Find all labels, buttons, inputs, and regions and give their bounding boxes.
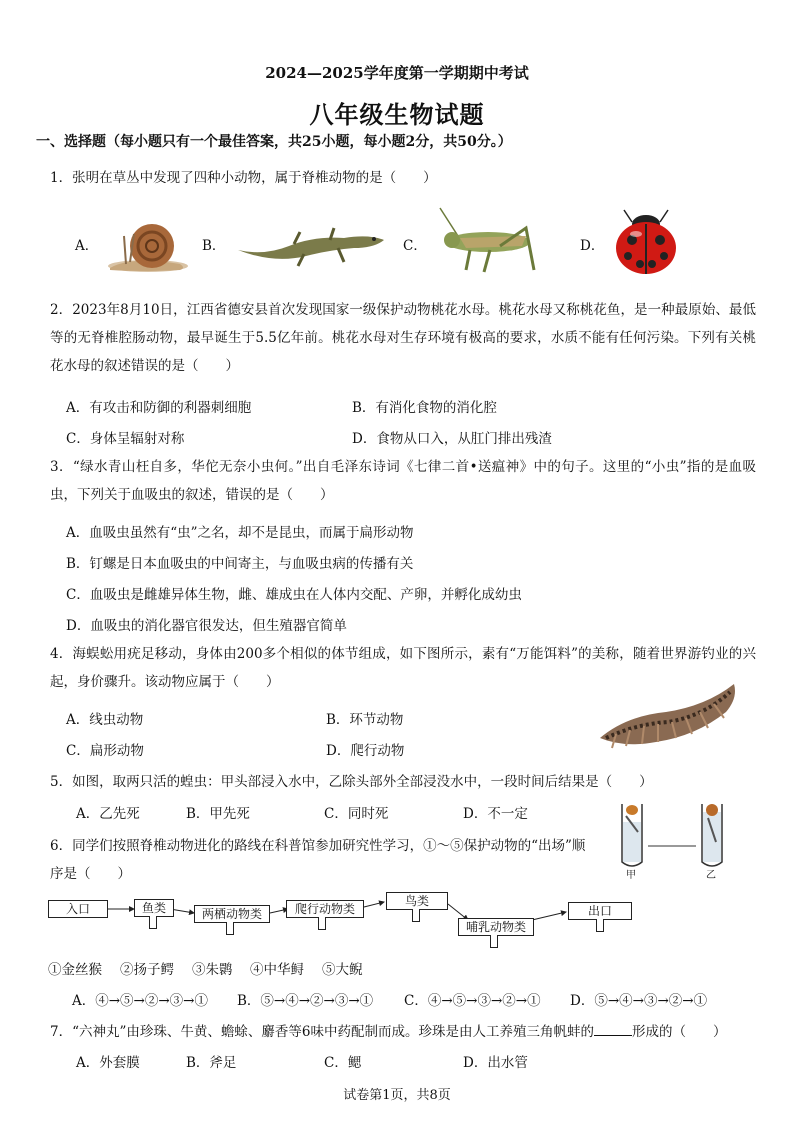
q3-option-d: D．血吸虫的消化器官很发达，但生殖器官简单 — [66, 618, 347, 634]
q1-option-c-label: C． — [403, 238, 427, 254]
q7-answer-blank — [594, 1023, 632, 1036]
q6-option-c: C．④→⑤→③→②→① — [404, 993, 541, 1009]
q4-option-b: B．环节动物 — [326, 712, 404, 728]
q5-option-c: C．同时死 — [324, 806, 389, 822]
exam-header: 2024—2025学年度第一学期期中考试 — [265, 64, 529, 82]
q3-option-a: A．血吸虫虽然有“虫”之名，却不是昆虫，而属于扁形动物 — [66, 525, 414, 541]
flow-exit: 出口 — [568, 902, 632, 920]
q2-option-a: A．有攻击和防御的利器刺细胞 — [66, 400, 252, 416]
q4-option-a: A．线虫动物 — [66, 712, 144, 728]
q4-option-d: D．爬行动物 — [326, 743, 405, 759]
q1-option-d-label: D． — [580, 238, 605, 254]
locust-test-tubes-figure — [614, 798, 732, 874]
q7-option-c: C．鳃 — [324, 1055, 362, 1071]
q3-option-b: B．钉螺是日本血吸虫的中间寄主，与血吸虫病的传播有关 — [66, 556, 414, 572]
question-7-stem — [50, 1020, 726, 1040]
q1-option-a-label: A． — [75, 238, 99, 254]
q4-option-c: C．扁形动物 — [66, 743, 144, 759]
flow-fish-post — [149, 916, 157, 929]
question-1-stem: 1．张明在草丛中发现了四种小动物，属于脊椎动物的是（ ） — [50, 170, 437, 186]
q6-animal-5: ⑤大鲵 — [322, 962, 363, 978]
flow-exit-post — [596, 919, 604, 932]
q5-option-d: D．不一定 — [463, 806, 528, 822]
q2-option-d: D．食物从口入，从肛门排出残渣 — [352, 431, 552, 447]
question-3-stem: 3．“绿水青山枉自多，华佗无奈小虫何。”出自毛泽东诗词《七律二首•送瘟神》中的句子。这里的“小虫”指的是血吸虫，下列关于血吸虫的叙述，错误的是（ ） — [50, 459, 756, 503]
flow-amphibians-post — [226, 922, 234, 935]
q2-option-b: B．有消化食物的消化腔 — [352, 400, 497, 416]
sea-centipede-image — [596, 676, 740, 758]
ladybug-image — [610, 206, 682, 278]
q6-option-a: A．④→⑤→②→③→① — [72, 993, 208, 1009]
question-5-stem: 5．如图，取两只活的蝗虫：甲头部浸入水中，乙除头部外全部浸没水中，一段时间后结果是（ ） — [50, 774, 653, 790]
flow-reptiles: 爬行动物类 — [286, 900, 364, 918]
q7-stem-part-a: 7．“六神丸”由珍珠、牛黄、蟾蜍、麝香等6味中药配制而成。珍珠是由人工养殖三角帆蚌的 — [50, 1024, 594, 1040]
q3-option-c: C．血吸虫是雌雄异体生物，雌、雄成虫在人体内交配、产卵，并孵化成幼虫 — [66, 587, 522, 603]
grasshopper-image — [430, 206, 542, 276]
flow-mammals: 哺乳动物类 — [458, 918, 534, 936]
q6-animal-2: ②扬子鳄 — [120, 962, 174, 978]
flow-mammals-post — [490, 935, 498, 948]
q5-option-b: B．甲先死 — [186, 806, 250, 822]
question-6-stem: 6．同学们按照脊椎动物进化的路线在科普馆参加研究性学习，①～⑤保护动物的“出场”顺序是（ ） — [50, 838, 586, 882]
flow-reptiles-post — [318, 917, 326, 930]
q1-option-b-label: B． — [202, 238, 226, 254]
q6-animal-1: ①金丝猴 — [48, 962, 102, 978]
q6-option-b: B．⑤→④→②→③→① — [237, 993, 374, 1009]
question-4-stem: 4．海蜈蚣用疣足移动，身体由200多个相似的体节组成，如下图所示，素有“万能饵料”的美称，随着世界游钓业的兴起，身价骤升。该动物应属于（ ） — [50, 646, 756, 690]
flow-fish: 鱼类 — [134, 899, 174, 917]
q2-option-c: C．身体呈辐射对称 — [66, 431, 185, 447]
q6-option-d: D．⑤→④→③→②→① — [570, 993, 708, 1009]
q7-option-d: D．出水管 — [463, 1055, 528, 1071]
figure-label-jia: 甲 — [626, 870, 636, 881]
q6-animal-3: ③朱鹮 — [192, 962, 233, 978]
q5-option-a: A．乙先死 — [76, 806, 140, 822]
figure-label-yi: 乙 — [706, 870, 716, 881]
section-heading: 一、选择题（每小题只有一个最佳答案，共25小题，每小题2分，共50分。） — [36, 134, 512, 150]
snail-image — [100, 206, 188, 276]
flow-birds-post — [412, 909, 420, 922]
flow-birds: 鸟类 — [386, 892, 448, 910]
page-footer: 试卷第1页，共8页 — [343, 1088, 451, 1103]
page-title: 八年级生物试题 — [309, 100, 485, 129]
flow-amphibians: 两栖动物类 — [194, 905, 270, 923]
lizard-image — [234, 216, 388, 268]
flow-entrance: 入口 — [48, 900, 108, 918]
q7-option-a: A．外套膜 — [76, 1055, 140, 1071]
q7-stem-part-b: 形成的（ ） — [631, 1024, 727, 1040]
q6-animal-4: ④中华鲟 — [250, 962, 304, 978]
question-2-stem: 2．2023年8月10日，江西省德安县首次发现国家一级保护动物桃花水母。桃花水母又称桃花鱼，是一种最原始、最低等的无脊椎腔肠动物，最早诞生于5.5亿年前。桃花水母对生存环境有极高的要求，水质不能有任何污染。下列有关桃花水母的叙述错误的是（ ） — [50, 302, 756, 374]
q7-option-b: B．斧足 — [186, 1055, 237, 1071]
